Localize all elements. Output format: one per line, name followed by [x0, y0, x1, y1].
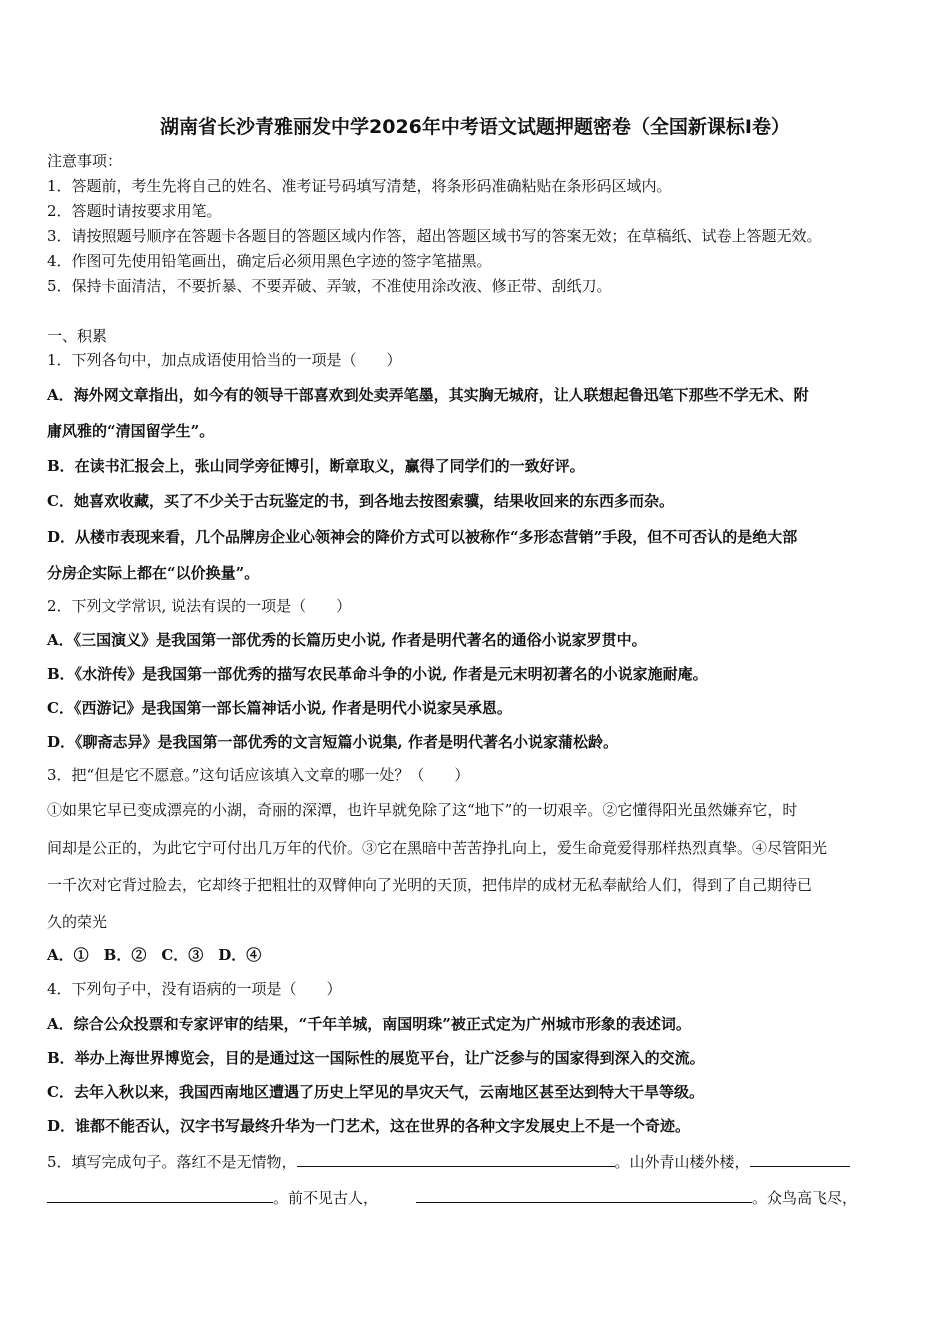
- question-stem: 2．下列文学常识, 说法有误的一项是（ ）: [47, 597, 352, 615]
- fill-prompt: 。前不见古人，: [273, 1189, 379, 1207]
- option-b: B．在读书汇报会上，张山同学旁征博引，断章取义，赢得了同学们的一致好评。: [47, 457, 585, 475]
- options-row: A．① B．② C．③ D．④: [47, 946, 262, 964]
- page-title: 湖南省长沙青雅丽发中学2026年中考语文试题押题密卷（全国新课标Ⅰ卷）: [160, 116, 790, 138]
- passage-line: 久的荣光: [47, 913, 108, 931]
- option-a-cont: 庸风雅的“清国留学生”。: [47, 422, 215, 440]
- answer-blank[interactable]: [47, 1188, 273, 1203]
- answer-blank[interactable]: [297, 1152, 615, 1167]
- option-b: B．举办上海世界博览会，目的是通过这一国际性的展览平台，让广泛参与的国家得到深入的交流。: [47, 1049, 705, 1067]
- option-d: D．从楼市表现来看，几个品牌房企业心领神会的降价方式可以被称作“多形态营销”手段，但不可否认的是绝大部: [47, 528, 798, 546]
- question-stem: 1．下列各句中，加点成语使用恰当的一项是（ ）: [47, 351, 402, 369]
- passage-line: ①如果它早已变成漂亮的小湖，奇丽的深潭，也许早就免除了这“地下”的一切艰辛。②它懂得阳光虽然嫌弃它，时: [47, 801, 798, 819]
- option-a: A．《三国演义》是我国第一部优秀的长篇历史小说, 作者是明代著名的通俗小说家罗贯中。: [47, 631, 647, 649]
- question-stem: 4．下列句子中，没有语病的一项是（ ）: [47, 980, 342, 998]
- fill-prompt: 。山外青山楼外楼，: [614, 1153, 750, 1171]
- notice-item: 4．作图可先使用铅笔画出，确定后必须用黑色字迹的签字笔描黑。: [47, 252, 492, 270]
- option-c: C．《西游记》是我国第一部长篇神话小说, 作者是明代小说家吴承恩。: [47, 699, 512, 717]
- fill-blank-line-1: [47, 1152, 907, 1172]
- notice-heading: 注意事项：: [47, 152, 123, 170]
- option-c: C．她喜欢收藏，买了不少关于古玩鉴定的书，到各地去按图索骥，结果收回来的东西多而杂。: [47, 492, 674, 510]
- option-c: C．去年入秋以来，我国西南地区遭遇了历史上罕见的旱灾天气，云南地区甚至达到特大干旱等级。: [47, 1083, 704, 1101]
- notice-item: 1．答题前，考生先将自己的姓名、准考证号码填写清楚，将条形码准确粘贴在条形码区域内。: [47, 177, 672, 195]
- passage-line: 间却是公正的，为此它宁可付出几万年的代价。③它在黑暗中苦苦挣扎向上，爱生命竟爱得那样热烈真挚。④尽管阳光: [47, 839, 828, 857]
- fill-prompt: 5．填写完成句子。落红不是无情物，: [47, 1153, 297, 1171]
- notice-item: 5．保持卡面清洁，不要折暴、不要弄破、弄皱，不准使用涂改液、修正带、刮纸刀。: [47, 277, 612, 295]
- answer-blank[interactable]: [416, 1188, 752, 1203]
- fill-blank-line-2: [47, 1188, 907, 1208]
- option-b: B．《水浒传》是我国第一部优秀的描写农民革命斗争的小说, 作者是元末明初著名的小说家施耐庵。: [47, 665, 708, 683]
- answer-blank[interactable]: [750, 1152, 850, 1167]
- notice-item: 2．答题时请按要求用笔。: [47, 202, 222, 220]
- option-d-cont: 分房企实际上都在“以价换量”。: [47, 564, 260, 582]
- fill-prompt: 。众鸟高飞尽，: [752, 1189, 858, 1207]
- notice-item: 3．请按照题号顺序在答题卡各题目的答题区域内作答，超出答题区域书写的答案无效；在草稿纸、试卷上答题无效。: [47, 227, 822, 245]
- question-stem: 3．把“但是它不愿意。”这句话应该填入文章的哪一处？（ ）: [47, 766, 470, 784]
- option-d: D．谁都不能否认，汉字书写最终升华为一门艺术，这在世界的各种文字发展史上不是一个奇迹。: [47, 1117, 691, 1135]
- section-heading: 一、积累: [47, 327, 108, 345]
- option-a: A．综合公众投票和专家评审的结果，“千年羊城，南国明珠”被正式定为广州城市形象的表述词。: [47, 1015, 691, 1033]
- passage-line: 一千次对它背过脸去，它却终于把粗壮的双臂伸向了光明的天顶，把伟岸的成材无私奉献给人们，得到了自己期待已: [47, 876, 813, 894]
- option-d: D．《聊斋志异》是我国第一部优秀的文言短篇小说集, 作者是明代著名小说家蒲松龄。: [47, 733, 618, 751]
- option-a: A．海外网文章指出，如今有的领导干部喜欢到处卖弄笔墨，其实胸无城府，让人联想起鲁迅笔下那些不学无术、附: [47, 386, 809, 404]
